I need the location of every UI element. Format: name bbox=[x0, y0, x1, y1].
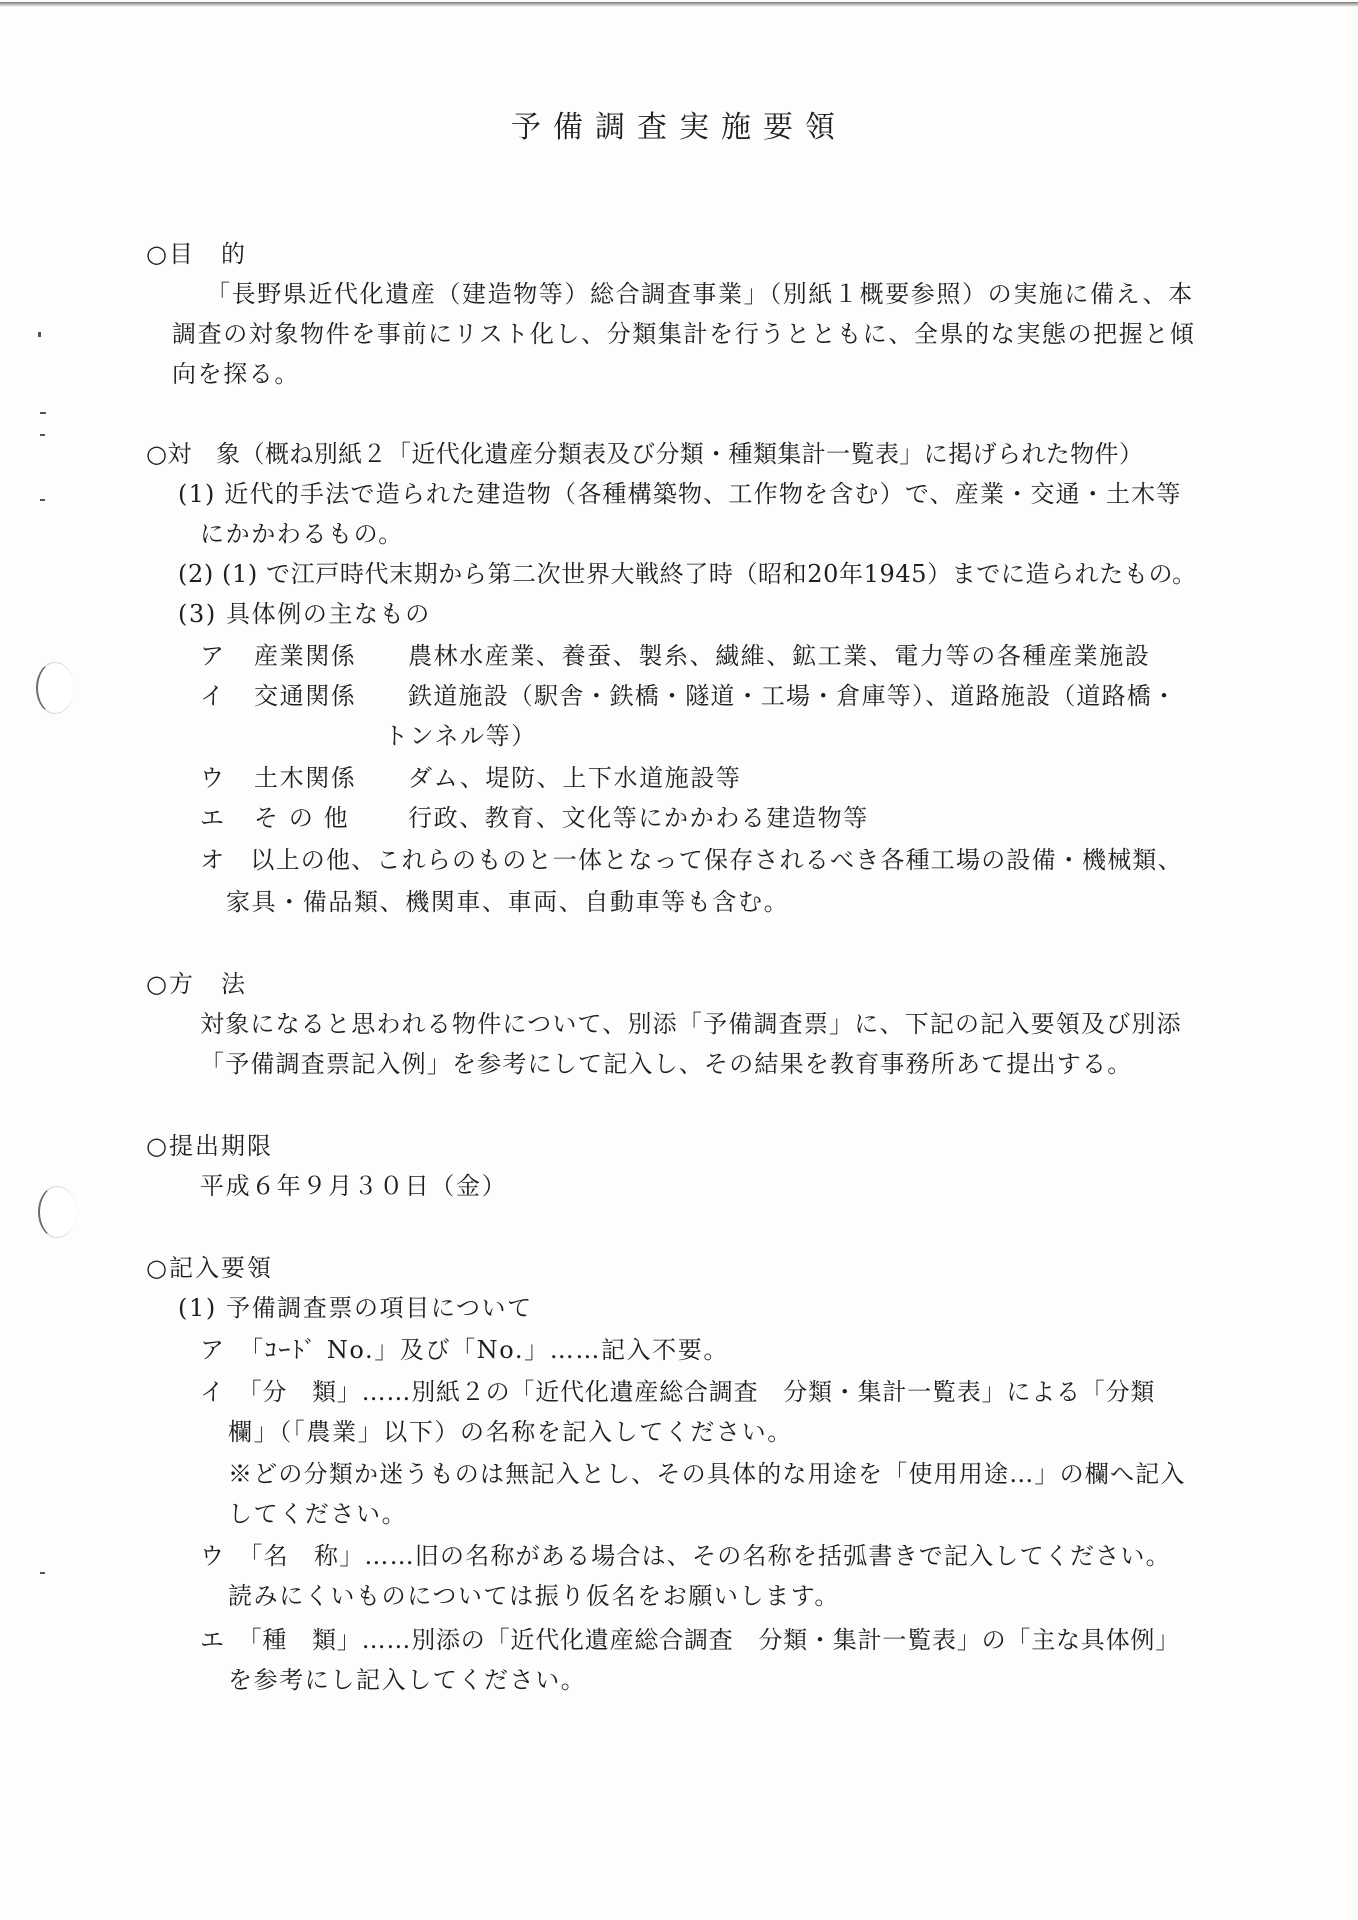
document-title: 予備調査実施要領 bbox=[511, 110, 847, 145]
example-text: 農林水産業、養蚕、製糸、繊維、鉱工業、電力等の各種産業施設 bbox=[408, 642, 1151, 670]
example-label: 交通関係 bbox=[254, 682, 357, 710]
method-line: 「予備調査票記入例」を参考にして記入し、その結果を教育事務所あて提出する。 bbox=[200, 1050, 1133, 1078]
instructions-sub: (1) 予備調査票の項目について bbox=[178, 1294, 533, 1322]
margin-mark bbox=[40, 499, 45, 501]
method-line: 対象になると思われる物件について、別添「予備調査票」に、下記の記入要領及び別添 bbox=[200, 1010, 1182, 1038]
target-item-1-cont: にかかわるもの。 bbox=[200, 520, 404, 548]
scan-edge bbox=[0, 2, 1358, 7]
deadline-heading: ○提出期限 bbox=[146, 1132, 273, 1160]
instructions-heading: ○記入要領 bbox=[146, 1254, 273, 1282]
margin-mark bbox=[40, 434, 45, 436]
instruction-line: ※どの分類か迷うものは無記入とし、その具体的な用途を「使用用途…」の欄へ記入 bbox=[228, 1460, 1186, 1488]
example-other-cont: 家具・備品類、機関車、車両、自動車等も含む。 bbox=[226, 888, 790, 916]
example-mark: イ bbox=[200, 682, 226, 710]
punch-hole-lower bbox=[38, 1186, 76, 1238]
example-label: 土木関係 bbox=[254, 764, 357, 792]
purpose-line: 向を探る。 bbox=[172, 360, 300, 388]
example-mark: ウ bbox=[200, 764, 226, 792]
example-text-cont: トンネル等） bbox=[384, 722, 537, 750]
margin-mark bbox=[38, 332, 41, 337]
example-label: 産業関係 bbox=[254, 642, 357, 670]
instruction-line: 読みにくいものについては振り仮名をお願いします。 bbox=[228, 1582, 840, 1610]
target-item-3: (3) 具体例の主なもの bbox=[178, 600, 431, 628]
method-heading: ○方 法 bbox=[146, 970, 247, 998]
instruction-line: を参考にし記入してください。 bbox=[228, 1666, 587, 1694]
purpose-heading: ○目 的 bbox=[146, 240, 247, 268]
instruction-line: ア 「ｺｰﾄﾞ No.」及び「No.」……記入不要。 bbox=[200, 1336, 729, 1364]
instruction-line: イ 「分 類」……別紙２の「近代化遺産総合調査 分類・集計一覧表」による「分類 bbox=[200, 1378, 1156, 1406]
purpose-line: 調査の対象物件を事前にリスト化し、分類集計を行うとともに、全県的な実態の把握と傾 bbox=[172, 320, 1196, 348]
purpose-line: 「長野県近代化遺産（建造物等）総合調査事業」（別紙１概要参照）の実施に備え、本 bbox=[206, 280, 1194, 308]
margin-mark bbox=[40, 1572, 45, 1574]
instruction-line: 欄」（「農業」以下）の名称を記入してください。 bbox=[228, 1418, 793, 1446]
instruction-line: してください。 bbox=[228, 1500, 408, 1528]
example-text: ダム、堤防、上下水道施設等 bbox=[408, 764, 742, 792]
punch-hole-upper bbox=[36, 662, 74, 714]
target-heading: ○対 象（概ね別紙２「近代化遺産分類表及び分類・種類集計一覧表」に掲げられた物件） bbox=[146, 440, 1144, 468]
instruction-line: ウ 「名 称」……旧の名称がある場合は、その名称を括弧書きで記入してください。 bbox=[200, 1542, 1171, 1570]
target-item-2: (2) (1) で江戸時代末期から第二次世界大戦終了時（昭和20年1945）までに造られたもの。 bbox=[178, 560, 1197, 588]
example-mark: エ bbox=[200, 804, 226, 832]
example-mark: ア bbox=[200, 642, 226, 670]
target-item-1: (1) 近代的手法で造られた建造物（各種構築物、工作物を含む）で、産業・交通・土木等 bbox=[178, 480, 1182, 508]
example-text: 鉄道施設（駅舎・鉄橋・隧道・工場・倉庫等）、道路施設（道路橋・ bbox=[408, 682, 1178, 710]
example-other: オ 以上の他、これらのものと一体となって保存されるべき各種工場の設備・機械類、 bbox=[200, 846, 1183, 874]
deadline-date: 平成６年９月３０日（金） bbox=[200, 1172, 508, 1200]
margin-mark bbox=[40, 412, 46, 414]
instruction-line: エ 「種 類」……別添の「近代化遺産総合調査 分類・集計一覧表」の「主な具体例」 bbox=[200, 1626, 1180, 1654]
example-label: そ の 他 bbox=[254, 804, 350, 832]
example-text: 行政、教育、文化等にかかわる建造物等 bbox=[408, 804, 869, 832]
